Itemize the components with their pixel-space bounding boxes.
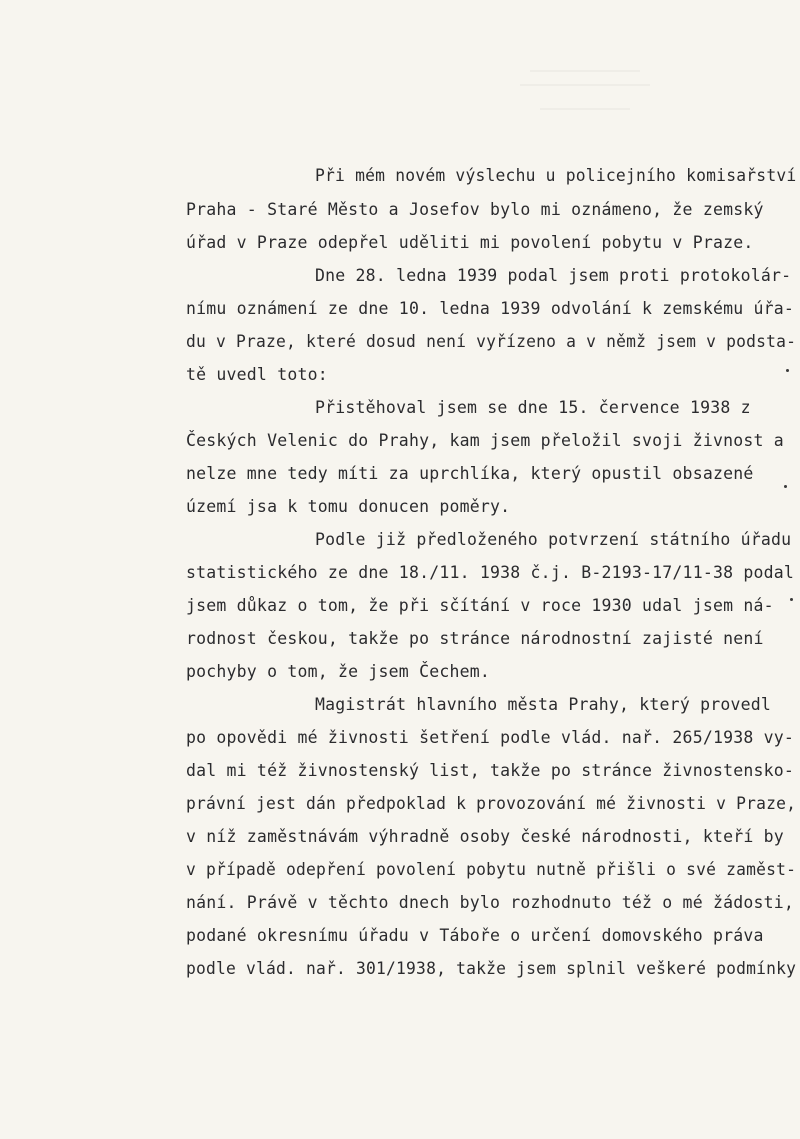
text-line: po opovědi mé živnosti šetření podle vlád. nař. 265/1938 vy- [186, 728, 795, 747]
text-line: tě uvedl toto: [186, 365, 328, 384]
text-line: dal mi též živnostenský list, takže po stránce živnostensko- [186, 761, 795, 780]
text-line: statistického ze dne 18./11. 1938 č.j. B-2193-17/11-38 podal [186, 563, 795, 582]
text-line: nímu oznámení ze dne 10. ledna 1939 odvolání k zemskému úřa- [186, 299, 795, 318]
text-line: právní jest dán předpoklad k provozování mé živnosti v Praze, [186, 794, 797, 813]
text-line: podané okresnímu úřadu v Táboře o určení domovského práva [186, 926, 764, 945]
text-line: nelze mne tedy míti za uprchlíka, který opustil obsazené [186, 464, 754, 483]
text-line: území jsa k tomu donucen poměry. [186, 497, 511, 516]
text-line: pochyby o tom, že jsem Čechem. [186, 662, 491, 681]
text-line: rodnost českou, takže po stránce národnostní zajisté není [186, 629, 764, 648]
text-line: Českých Velenic do Prahy, kam jsem přeložil svoji živnost a [186, 431, 784, 450]
text-line: podle vlád. nař. 301/1938, takže jsem splnil veškeré podmínky [186, 959, 797, 978]
show-through-text [520, 60, 660, 150]
text-line: v níž zaměstnávám výhradně osoby české národnosti, kteří by [186, 827, 784, 846]
text-line: Praha - Staré Město a Josefov bylo mi oznámeno, že zemský [186, 200, 764, 219]
text-line: Podle již předloženého potvrzení státního úřadu [315, 530, 792, 549]
margin-dot [786, 369, 789, 372]
text-line: du v Praze, které dosud není vyřízeno a v němž jsem v podsta- [186, 332, 797, 351]
text-line: Přistěhoval jsem se dne 15. července 1938 z [315, 398, 751, 417]
text-line: jsem důkaz o tom, že při sčítání v roce 1930 udal jsem ná- [186, 596, 774, 615]
margin-dot [790, 598, 793, 601]
text-line: nání. Právě v těchto dnech bylo rozhodnuto též o mé žádosti, [186, 893, 795, 912]
text-line: Magistrát hlavního města Prahy, který provedl [315, 695, 772, 714]
text-line: úřad v Praze odepřel uděliti mi povolení pobytu v Praze. [186, 233, 754, 252]
text-line: Při mém novém výslechu u policejního komisařství [315, 166, 797, 185]
margin-dot [784, 485, 787, 488]
text-line: Dne 28. ledna 1939 podal jsem proti protokolár- [315, 266, 792, 285]
text-line: v případě odepření povolení pobytu nutně přišli o své zaměst- [186, 860, 797, 879]
